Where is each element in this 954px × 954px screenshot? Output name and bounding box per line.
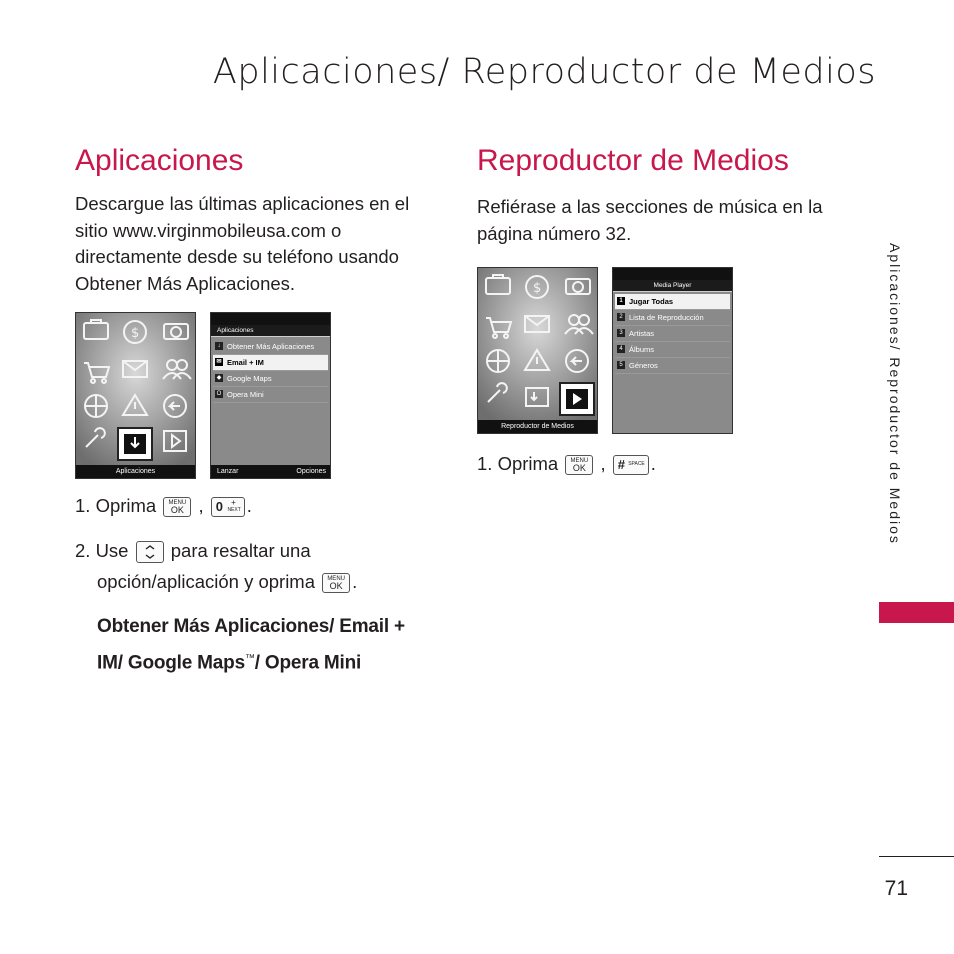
side-tab-marker — [879, 602, 954, 623]
email-icon: ✉ — [216, 359, 222, 365]
status-bar — [211, 313, 330, 325]
svg-text:$: $ — [533, 281, 542, 296]
media-menu-item[interactable]: 3 Artistas — [615, 326, 730, 342]
apps-home-label: Aplicaciones — [76, 465, 195, 478]
up-down-arrows-icon — [137, 542, 163, 562]
options-line-2: IM/ Google Maps™/ Opera Mini — [97, 652, 362, 674]
media-menu-item-selected[interactable]: 1 Jugar Todas — [615, 294, 730, 310]
options-line-1: Obtener Más Aplicaciones/ Email + — [97, 616, 405, 637]
apps-menu-item[interactable]: ◆ Google Maps — [213, 371, 328, 387]
apps-menu-list — [211, 337, 330, 465]
left-step-2: 2. Use para resaltar una — [75, 538, 311, 564]
media-menu-screen — [612, 267, 733, 434]
media-home-screen — [477, 267, 598, 434]
zero-next-key: 0 + NEXT — [211, 497, 245, 517]
media-menu-list — [613, 292, 732, 433]
media-menu-item[interactable]: 2 Lista de Reproducción — [615, 310, 730, 326]
home-icons-grid — [76, 313, 195, 465]
reproductor-intro — [477, 194, 837, 247]
apps-menu-title: Aplicaciones — [211, 325, 330, 336]
intro-line: página número 32. — [477, 222, 632, 244]
section-title-reproductor: Reproductor de Medios — [477, 144, 789, 177]
softkey-left[interactable]: Lanzar — [217, 468, 239, 475]
menu-ok-key: MENU OK — [322, 573, 350, 593]
left-step-1: 1. Oprima MENU OK , 0 + NEXT . — [75, 495, 252, 516]
softkey-right[interactable]: Opciones — [296, 468, 326, 475]
media-menu-item[interactable]: 4 Álbums — [615, 342, 730, 358]
apps-softkey-bar — [211, 465, 330, 478]
apps-home-screen — [75, 312, 196, 479]
intro-line: sitio www.virginmobileusa.com o — [75, 219, 342, 241]
opera-icon: O — [216, 391, 222, 397]
section-title-aplicaciones: Aplicaciones — [75, 144, 244, 177]
apps-menu-item[interactable]: ↓ Obtener Más Aplicaciones — [213, 339, 328, 355]
hash-space-key: # SPACE — [613, 455, 649, 475]
media-home-label: Reproductor de Medios — [478, 420, 597, 433]
left-step-2-line2: opción/aplicación y oprima MENU OK . — [97, 571, 358, 592]
menu-ok-key: MENU OK — [163, 497, 191, 517]
download-icon: ↓ — [215, 342, 223, 350]
apps-menu-item[interactable]: O Opera Mini — [213, 387, 328, 403]
nav-up-down-key — [136, 541, 164, 563]
side-tab-label: Aplicaciones/ Reproductor de Medios — [887, 243, 903, 545]
apps-menu-screen — [210, 312, 331, 479]
apps-menu-item-selected[interactable]: ✉ Email + IM — [213, 355, 328, 371]
home-icons-grid — [478, 268, 597, 420]
page-number-rule — [879, 856, 954, 857]
options-list — [97, 611, 405, 679]
menu-ok-key: MENU OK — [565, 455, 593, 475]
page-header-title: Aplicaciones/ Reproductor de Medios — [212, 52, 876, 92]
intro-line: Refiérase a las secciones de música en la — [477, 196, 823, 217]
svg-text:$: $ — [131, 326, 140, 341]
status-bar — [613, 268, 732, 280]
intro-line: directamente desde su teléfono usando — [75, 246, 399, 267]
intro-line: Descargue las últimas aplicaciones en el — [75, 193, 410, 214]
aplicaciones-intro — [75, 191, 415, 297]
intro-line: Obtener Más Aplicaciones. — [75, 272, 296, 294]
page-number: 71 — [884, 877, 908, 900]
media-menu-item[interactable]: 5 Géneros — [615, 358, 730, 374]
media-menu-title: Media Player — [613, 280, 732, 291]
right-step-1: 1. Oprima MENU OK , # SPACE . — [477, 453, 656, 474]
map-icon: ◆ — [216, 375, 222, 381]
